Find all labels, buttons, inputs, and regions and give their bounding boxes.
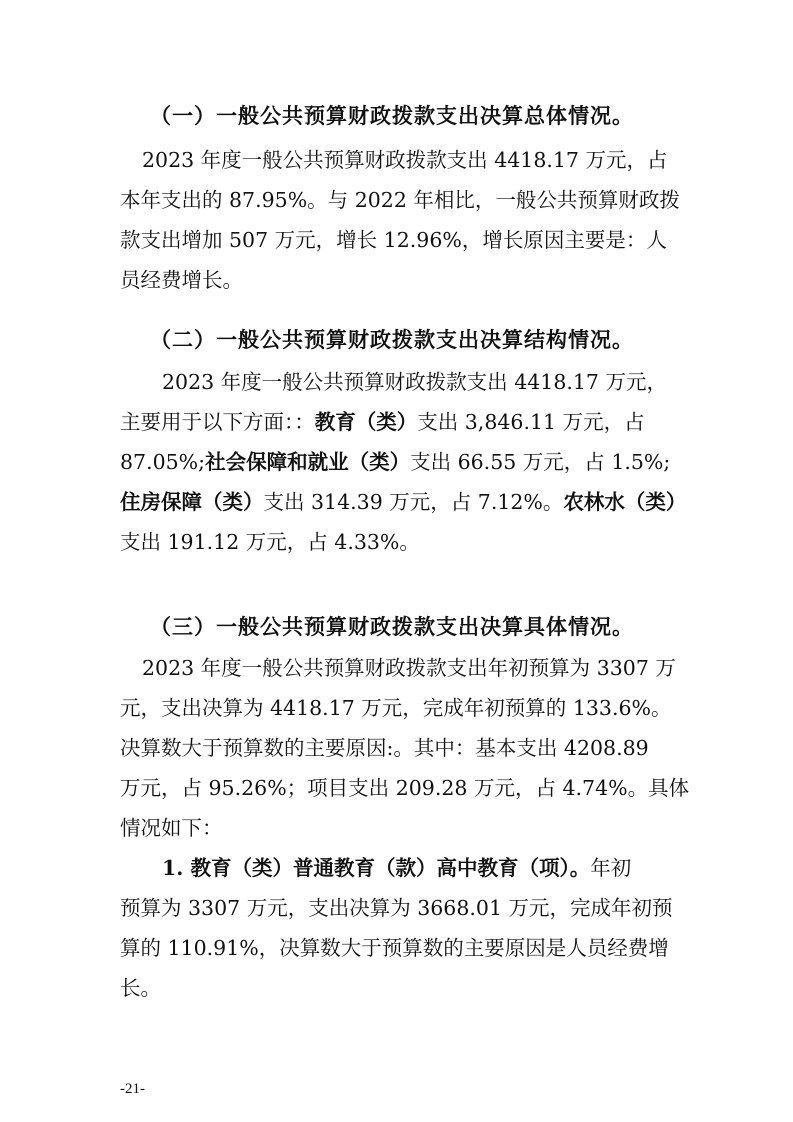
- section-3-heading: （三）一般公共预算财政拨款支出决算具体情况。: [150, 614, 634, 639]
- section-2-line-4: [120, 482, 687, 522]
- section-3-line-4: 万元，占 95.26%；项目支出 209.28 万元，占 4.74%。具体: [120, 776, 690, 800]
- item-1-heading: 1. 教育（类）普通教育（款）高中教育（项）。: [162, 856, 591, 880]
- section-2-line-3: [120, 442, 680, 482]
- section-1-line-4: 员经费增长。: [120, 268, 243, 292]
- section-1-line-2: 本年支出的 87.95%。与 2022 年相比，一般公共预算财政拨: [120, 188, 680, 212]
- section-2-line-1: 2023 年度一般公共预算财政拨款支出 4418.17 万元，: [162, 370, 667, 394]
- item-1-line-2: 预算为 3307 万元，支出决算为 3668.01 万元，完成年初预: [120, 896, 673, 920]
- category-agriculture: 农林水（类）: [563, 490, 687, 514]
- item-1-line-4: 长。: [120, 976, 161, 1000]
- section-1-line-1: 2023 年度一般公共预算财政拨款支出 4418.17 万元，占: [142, 148, 668, 172]
- section-2-line-3-text-a: 87.05%;: [120, 450, 206, 474]
- section-2-line-4-text-b: 支出 314.39 万元，占 7.12%。: [263, 490, 564, 514]
- page-number: -21-: [120, 1081, 145, 1097]
- section-2-line-5: 支出 191.12 万元，占 4.33%。: [120, 530, 420, 554]
- section-3-line-3: 决算数大于预算数的主要原因:。其中：基本支出 4208.89: [120, 736, 649, 760]
- item-1-heading-rest: 年初: [590, 856, 632, 880]
- section-2-line-2: [120, 402, 680, 442]
- category-housing: 住房保障（类）: [120, 490, 264, 514]
- section-1-line-3: 款支出增加 507 万元，增长 12.96%，增长原因主要是：人: [120, 228, 667, 252]
- category-education: 教育（类）: [314, 410, 418, 434]
- section-1-paragraph: [120, 140, 680, 300]
- section-2-line-2-text-a: 主要用于以下方面：：: [120, 410, 315, 434]
- section-3-line-1: 2023 年度一般公共预算财政拨款支出年初预算为 3307 万: [142, 656, 676, 680]
- item-1-heading-line: [120, 848, 680, 888]
- category-social-security: 社会保障和就业（类）: [205, 450, 411, 474]
- section-3-line-2: 元，支出决算为 4418.17 万元，完成年初预算的 133.6%。: [120, 696, 672, 720]
- section-1-heading: （一）一般公共预算财政拨款支出决算总体情况。: [150, 103, 634, 128]
- section-2-heading: （二）一般公共预算财政拨款支出决算结构情况。: [150, 327, 634, 352]
- section-2-line-3-text-c: 支出 66.55 万元，占 1.5%;: [410, 450, 671, 474]
- item-1-line-3: 算的 110.91%，决算数大于预算数的主要原因是人员经费增: [120, 936, 669, 960]
- section-3-line-5: 情况如下：: [120, 816, 223, 840]
- section-2-paragraph: [120, 362, 687, 562]
- section-3-paragraph: [120, 648, 690, 1008]
- section-2-line-2-text-c: 支出 3,846.11 万元，占: [417, 410, 645, 434]
